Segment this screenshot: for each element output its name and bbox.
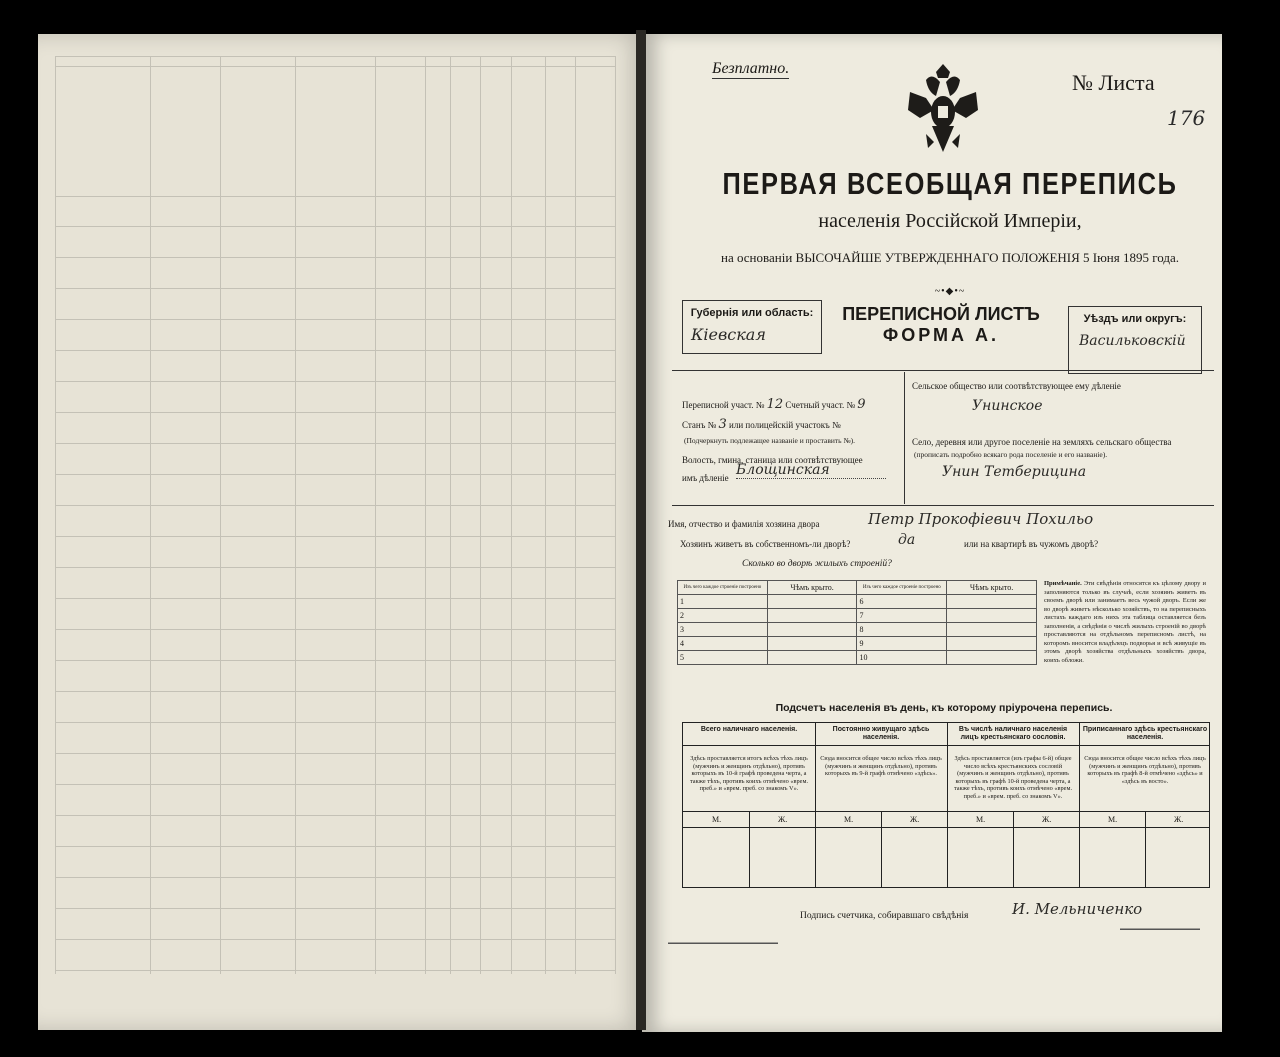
book-spine (636, 30, 646, 1030)
society-value: Унинское (972, 398, 1043, 414)
ghost-grid-vline (425, 56, 426, 974)
census-area-row (682, 397, 866, 412)
population-male-label: М. (1108, 815, 1118, 824)
district-label: Уѣздъ или округъ: (1083, 313, 1187, 325)
ghost-grid-hline (55, 505, 615, 506)
ghost-grid-hline (55, 846, 615, 847)
ghost-grid-hline (55, 474, 615, 475)
population-row-line (683, 811, 1209, 812)
ghost-grid-hline (55, 319, 615, 320)
ghost-grid-hline (55, 567, 615, 568)
district-value: Васильковскій (1079, 333, 1186, 349)
ghost-grid-vline (55, 56, 56, 974)
province-value: Кіевская (691, 325, 766, 344)
buildings-row-3: 3 (678, 623, 768, 637)
population-col-divider (815, 723, 816, 887)
note-block (1044, 580, 1206, 665)
ornament-divider: ~•◆•~ (934, 286, 966, 297)
population-col-head: Постоянно живущаго здѣсь населенія. (832, 726, 930, 741)
buildings-row-10: 10 (857, 651, 947, 665)
population-mf-divider (1013, 811, 1014, 887)
buildings-col-roof-right: Чѣмъ крыто. (947, 581, 1037, 595)
ghost-grid-hline (55, 66, 615, 67)
population-female-label: Ж. (910, 815, 920, 824)
left-page-ghost-grid (55, 56, 615, 974)
ghost-grid-hline (55, 381, 615, 382)
page-title: ПЕРВАЯ ВСЕОБЩАЯ ПЕРЕПИСЬ (722, 166, 1178, 201)
province-label: Губернія или область: (690, 307, 814, 319)
ghost-grid-hline (55, 226, 615, 227)
ghost-grid-hline (55, 815, 615, 816)
population-female-label: Ж. (1042, 815, 1052, 824)
buildings-row-6: 6 (857, 595, 947, 609)
note-text: Эти свѣдѣнія относятся къ цѣлому двору и заполняются только въ случаѣ, если хозяинъ живетъ въ своемъ дворѣ или занимаетъ весь чужой дворъ. Если же во дворѣ живетъ нѣсколько хозяйствъ, то на переписныхъ листахъ каждаго изъ нихъ эта таблица оставляется безъ заполненія, а свѣдѣнія о числѣ жилыхъ строеній во дворѣ проставляются на отдѣльномъ переписномъ листѣ, на которомъ вносится владѣлецъ подворья и всѣ живущіе въ этомъ дворѣ хозяйства отдѣльныхъ хозяйствъ двора, коихъ обложи. (1044, 580, 1206, 664)
village-note: (прописать подробно всякаго рода поселеніе и его названіе). (914, 450, 1108, 459)
camp-label: Станъ № (682, 420, 717, 430)
buildings-row-7: 7 (857, 609, 947, 623)
ghost-grid-hline (55, 939, 615, 940)
buildings-row-2: 2 (678, 609, 768, 623)
population-male-label: М. (976, 815, 986, 824)
printer-imprint-left: ▬▬▬▬▬▬▬▬▬▬▬▬▬▬▬▬▬▬▬▬▬▬ (668, 940, 778, 946)
camp-value: 3 (718, 417, 727, 432)
ghost-grid-hline (55, 691, 615, 692)
ghost-grid-hline (55, 753, 615, 754)
counting-area-label: Счетный участ. № (785, 400, 856, 410)
population-col-divider (947, 723, 948, 887)
signature-label: Подпись счетчика, собиравшаго свѣдѣнія (800, 911, 969, 921)
legal-basis: на основаніи ВЫСОЧАЙШЕ УТВЕРЖДЕННАГО ПОЛОЖЕНІЯ 5 Іюня 1895 года. (720, 250, 1180, 265)
ghost-grid-hline (55, 970, 615, 971)
ghost-grid-hline (55, 257, 615, 258)
ghost-grid-hline (55, 784, 615, 785)
buildings-row-5: 5 (678, 651, 768, 665)
ghost-grid-vline (575, 56, 576, 974)
ghost-grid-vline (511, 56, 512, 974)
form-title-block (826, 304, 1056, 346)
population-mf-divider (1145, 811, 1146, 887)
ghost-grid-vline (375, 56, 376, 974)
ghost-grid-hline (55, 908, 615, 909)
ghost-grid-hline (55, 722, 615, 723)
buildings-label: Сколько во дворѣ жилыхъ строеній? (742, 559, 892, 569)
ghost-grid-hline (55, 629, 615, 630)
ghost-grid-vline (615, 56, 616, 974)
population-col-head: Всего наличнаго населенія. (700, 726, 798, 733)
population-mf-divider (881, 811, 882, 887)
volost-value: Блощинская (736, 462, 886, 479)
population-col-text: Сюда вносится общее число всѣхъ тѣхъ лицъ (мужчинъ и женщинъ отдѣльно), противъ которыхъ въ графѣ 8-й отмѣчено «здѣсь» и «здѣсь въ восто». (1084, 755, 1206, 785)
signature-value: И. Мельниченко (1012, 900, 1143, 918)
apartment-label: или на квартирѣ въ чужомъ дворѣ? (964, 539, 1099, 549)
note-title: Примѣчаніе. (1044, 580, 1082, 587)
volost-label: Волость, гмина, станица или соотвѣтствующее (682, 455, 863, 465)
ghost-grid-vline (480, 56, 481, 974)
counting-area-value: 9 (857, 397, 866, 412)
ghost-grid-hline (55, 288, 615, 289)
free-label: Безплатно. (712, 60, 790, 77)
owner-value: Петр Прокофіевич Похильо (868, 510, 1094, 528)
population-female-label: Ж. (1174, 815, 1184, 824)
population-heading: Подсчетъ населенія въ день, къ которому пріурочена перепись. (775, 702, 1113, 714)
census-area-value: 12 (766, 397, 784, 412)
population-col-text: Сюда вносится общее число всѣхъ тѣхъ лицъ (мужчинъ и женщинъ отдѣльно), противъ которыхъ въ 9-й графѣ отмѣчено «здѣсь». (820, 755, 942, 778)
police-label: или полицейскій участокъ № (729, 420, 841, 430)
society-label: Сельское общество или соотвѣтствующее ему дѣленіе (912, 381, 1121, 391)
underline-note: (Подчеркнуть подлежащее названіе и проставить №). (684, 436, 855, 445)
sheet-number-label: № Листа (1072, 70, 1155, 95)
district-box (1068, 306, 1202, 374)
ghost-grid-hline (55, 350, 615, 351)
volost-label-2: имъ дѣленіе (682, 473, 729, 483)
buildings-col-roof-left: Чѣмъ крыто. (767, 581, 857, 595)
ghost-grid-hline (55, 598, 615, 599)
population-female-label: Ж. (778, 815, 788, 824)
ghost-grid-vline (220, 56, 221, 974)
ghost-grid-vline (545, 56, 546, 974)
population-male-label: М. (844, 815, 854, 824)
ghost-grid-hline (55, 443, 615, 444)
owner-label: Имя, отчество и фамилія хозяина двора (668, 519, 820, 529)
village-label: Село, деревня или другое поселеніе на земляхъ сельскаго общества (912, 437, 1172, 447)
ghost-grid-hline (55, 412, 615, 413)
buildings-col-material-right: Изъ чего каждое строеніе построено (857, 581, 947, 595)
ghost-grid-hline (55, 196, 615, 197)
population-col-head: Приписаннаго здѣсь крестьянскаго населенія. (1082, 726, 1208, 741)
location-divider (904, 372, 905, 504)
population-mf-divider (749, 811, 750, 887)
buildings-row-9: 9 (857, 637, 947, 651)
province-box (682, 300, 822, 354)
form-letter: ФОРМА А. (882, 325, 1000, 345)
population-row-line (683, 827, 1209, 828)
buildings-row-8: 8 (857, 623, 947, 637)
imperial-eagle-icon (906, 62, 980, 160)
population-col-divider (1079, 723, 1080, 887)
printer-imprint-right: ▬▬▬▬▬▬▬▬▬▬▬▬▬▬▬▬ (1120, 926, 1200, 932)
buildings-table (677, 580, 1037, 665)
page-subtitle: населенія Россійской Имперіи, (818, 210, 1082, 232)
village-value: Унин Тетберицина (942, 464, 1087, 480)
population-col-text: Здѣсь проставляется итогъ всѣхъ тѣхъ лицъ (мужчинъ и женщинъ отдѣльно), противъ которыхъ въ 10-й графѣ проведена черта, а также тѣхъ, противъ коихъ отмѣчено «врем. преб.» и «врем. преб. со знакомъ V». (689, 755, 809, 793)
population-row-line (683, 745, 1209, 746)
population-col-head: Въ числѣ наличнаго населенія лицъ крестьянскаго сословія. (958, 726, 1068, 741)
ghost-grid-hline (55, 56, 615, 57)
lives-value: да (898, 532, 916, 548)
camp-row (682, 417, 841, 432)
population-male-label: М. (712, 815, 722, 824)
ghost-grid-hline (55, 877, 615, 878)
ghost-grid-vline (295, 56, 296, 974)
population-col-text: Здѣсь проставляется (изъ графы 6-й) общее число всѣхъ крестьянскихъ сословій (мужчинъ и женщинъ отдѣльно), противъ которыхъ въ графѣ 10-й проведена черта, а также тѣхъ, противъ коихъ отмѣчено «врем. преб.» и «врем. преб. со знакомъ V». (953, 755, 1073, 800)
ghost-grid-hline (55, 660, 615, 661)
lives-label: Хозяинъ живетъ въ собственномъ-ли дворѣ? (680, 539, 851, 549)
buildings-row-4: 4 (678, 637, 768, 651)
sheet-number-handwritten: 176 (1167, 106, 1206, 130)
ghost-grid-hline (55, 536, 615, 537)
ghost-grid-vline (150, 56, 151, 974)
buildings-row-1: 1 (678, 595, 768, 609)
census-area-label: Переписной участ. № (682, 400, 765, 410)
buildings-col-material-left: Изъ чего каждое строеніе построено (678, 581, 768, 595)
ghost-grid-vline (450, 56, 451, 974)
population-table (682, 722, 1210, 888)
form-title: ПЕРЕПИСНОЙ ЛИСТЪ (842, 304, 1040, 324)
